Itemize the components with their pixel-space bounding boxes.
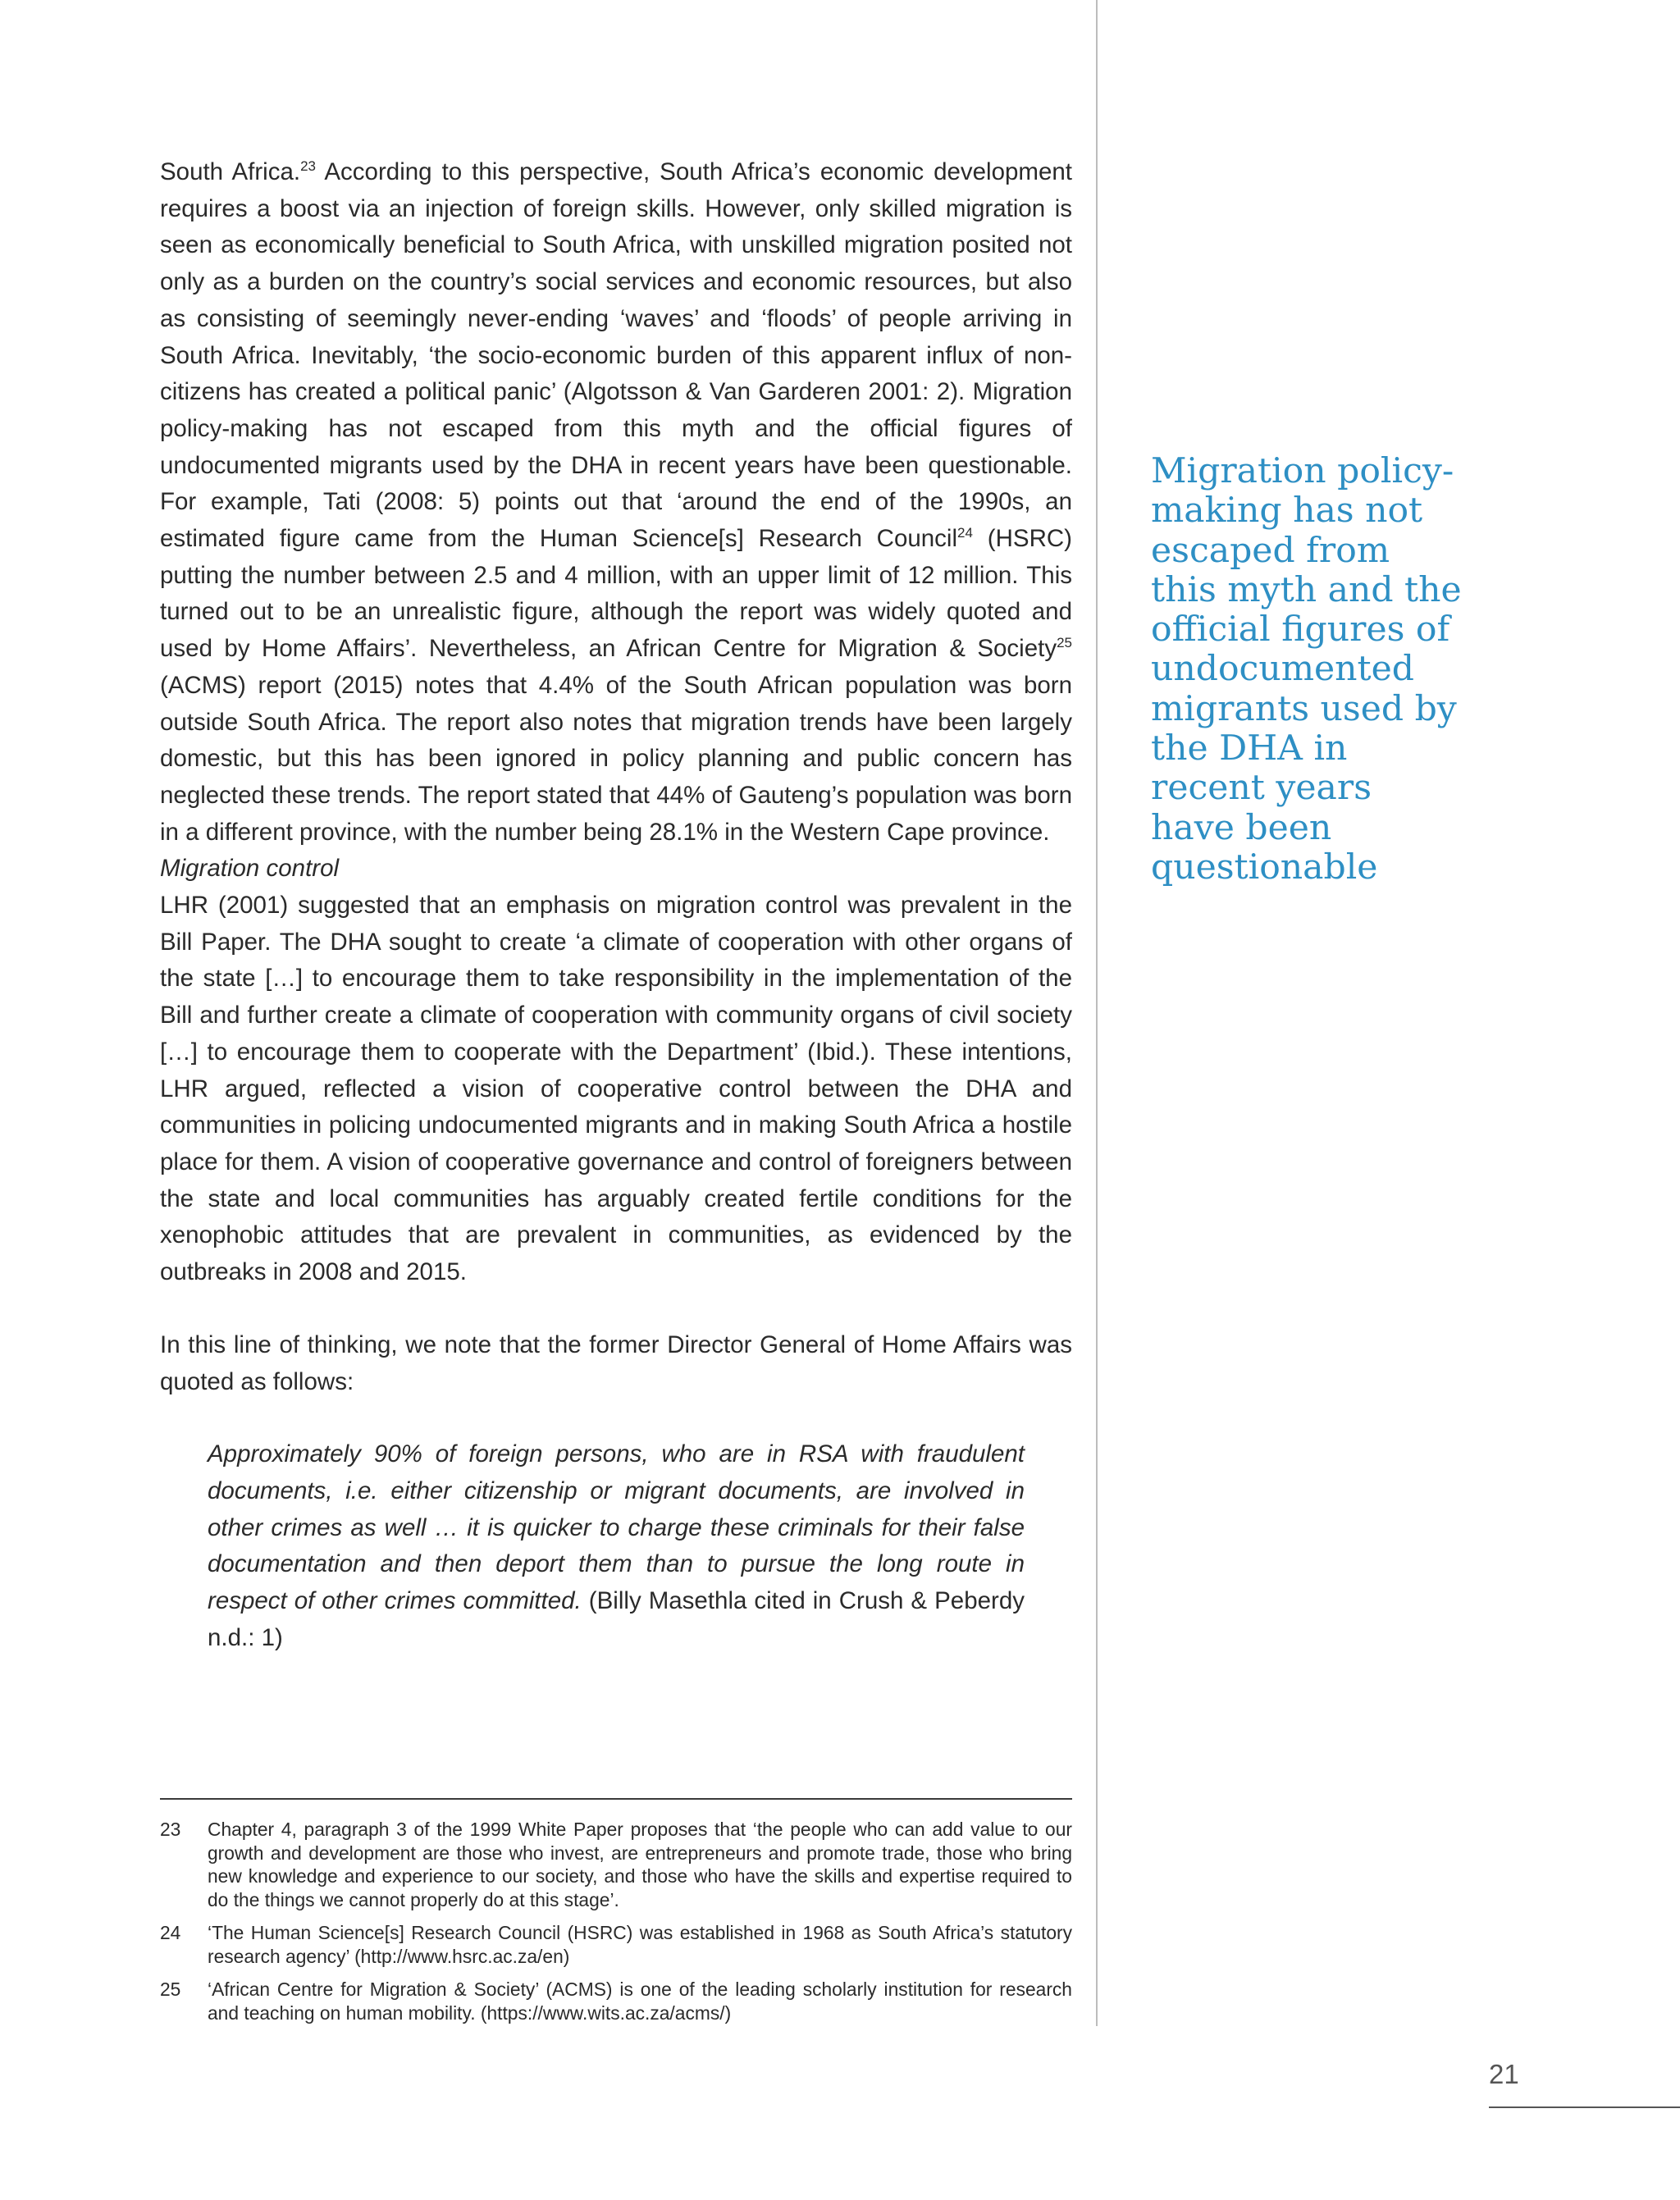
footnote-ref-24[interactable]: 24 (957, 525, 973, 541)
block-quote (208, 1436, 1025, 1656)
column-divider (1096, 0, 1098, 2026)
main-text-column (160, 154, 1072, 1656)
footnote-ref-23[interactable]: 23 (300, 158, 316, 174)
footnote-23 (160, 1818, 1072, 1911)
footnote-number: 23 (160, 1819, 181, 1840)
body-paragraph-2: LHR (2001) suggested that an emphasis on migration control was prevalent in the Bill Paper. The DHA sought to create ‘a climate of cooperation with other organs of the state […] to encourage them to take responsibility in the implementation of the Bill and further create a climate of cooperation with community organs of civil society […] to encourage them to cooperate with the Department’ (Ibid.). These intentions, LHR argued, reflected a vision of cooperative control between the DHA and communities in policing undocumented migrants and in making South Africa a hostile place for them. A vision of cooperative governance and control of foreigners between the state and local communities has arguably created fertile conditions for the xenophobic attitudes that are prevalent in communities, as evidenced by the outbreaks in 2008 and 2015. (160, 892, 1072, 1286)
footnote-text: ‘The Human Science[s] Research Council (HSRC) was established in 1968 as South Africa’s statutory research agency’ (http://www.hsrc.ac.za/en) (208, 1922, 1072, 1967)
pull-quote: Migration policy-making has not escaped from this myth and the official figures of undocumented migrants used by the DHA in recent years have been questionable (1151, 451, 1462, 888)
footnote-divider (160, 1798, 1072, 1800)
footnote-text: ‘African Centre for Migration & Society’ (ACMS) is one of the leading scholarly institution for research and teaching on human mobility. (https://www.wits.ac.za/acms/) (208, 1979, 1072, 2024)
footnote-24 (160, 1921, 1072, 1968)
footnote-ref-25[interactable]: 25 (1057, 635, 1072, 651)
page-number: 21 (1489, 2059, 1519, 2089)
body-paragraph-1: South Africa.$^{23}$ According to this perspective, South Africa’s economic development requires a boost via an injection of foreign skills. However, only skilled migration is seen as economically beneficial to South Africa, with unskilled migration posited not only as a burden on the country’s social services and economic resources, but also as consisting of seemingly never-ending ‘waves’ and ‘floods’ of people arriving in South Africa. Inevitably, ‘the socio-economic burden of this apparent influx of non-citizens has created a political panic’ (Algotsson & Van Garderen 2001: 2). Migration policy-making has not escaped from this myth and the official figures of undocumented migrants used by the DHA in recent years have been questionable. For example, Tati (2008: 5) points out that ‘around the end of the 1990s, an estimated figure came from the Human Science[s] Research Council$^{24}$ (HSRC) putting the number between 2.5 and 4 million, with an upper limit of 12 million. This turned out to be an unrealistic figure, although the report was widely quoted and used by Home Affairs’. Nevertheless, an African Centre for Migration & Society$^{25}$ (ACMS) report (2015) notes that 4.4% of the South African population was born outside South Africa. The report also notes that migration trends have been largely domestic, but this has been ignored in policy planning and public concern has neglected these trends. The report stated that 44% of Gauteng’s population was born in a different province, with the number being 28.1% in the Western Cape province. (160, 158, 1073, 846)
footnote-25 (160, 1978, 1072, 2024)
footnote-text: Chapter 4, paragraph 3 of the 1999 White Paper proposes that ‘the people who can add value to our growth and development are those who invest, are entrepreneurs and promote trade, those who bring new knowledge and experience to our society, and those who have the skills and expertise required to do the things we cannot properly do at this stage’. (208, 1819, 1072, 1910)
footnotes (160, 1818, 1072, 2034)
body-paragraph-3: In this line of thinking, we note that the former Director General of Home Affairs was quoted as follows: (160, 1330, 1072, 1395)
footnote-number: 25 (160, 1979, 181, 2000)
quote-text: Approximately 90% of foreign persons, who are in RSA with fraudulent documents, i.e. either citizenship or migrant documents, are involved in other crimes as well … it is quicker to charge these criminals for their false documentation and then deport them than to pursue the long route in respect of other crimes committed. (208, 1440, 1025, 1615)
footnote-number: 24 (160, 1922, 181, 1943)
section-heading: Migration control (160, 855, 340, 883)
page-number-rule (1489, 2106, 1680, 2108)
quote-citation: (Billy Masethla cited in Crush & Peberdy n.d.: 1) (208, 1587, 1025, 1651)
